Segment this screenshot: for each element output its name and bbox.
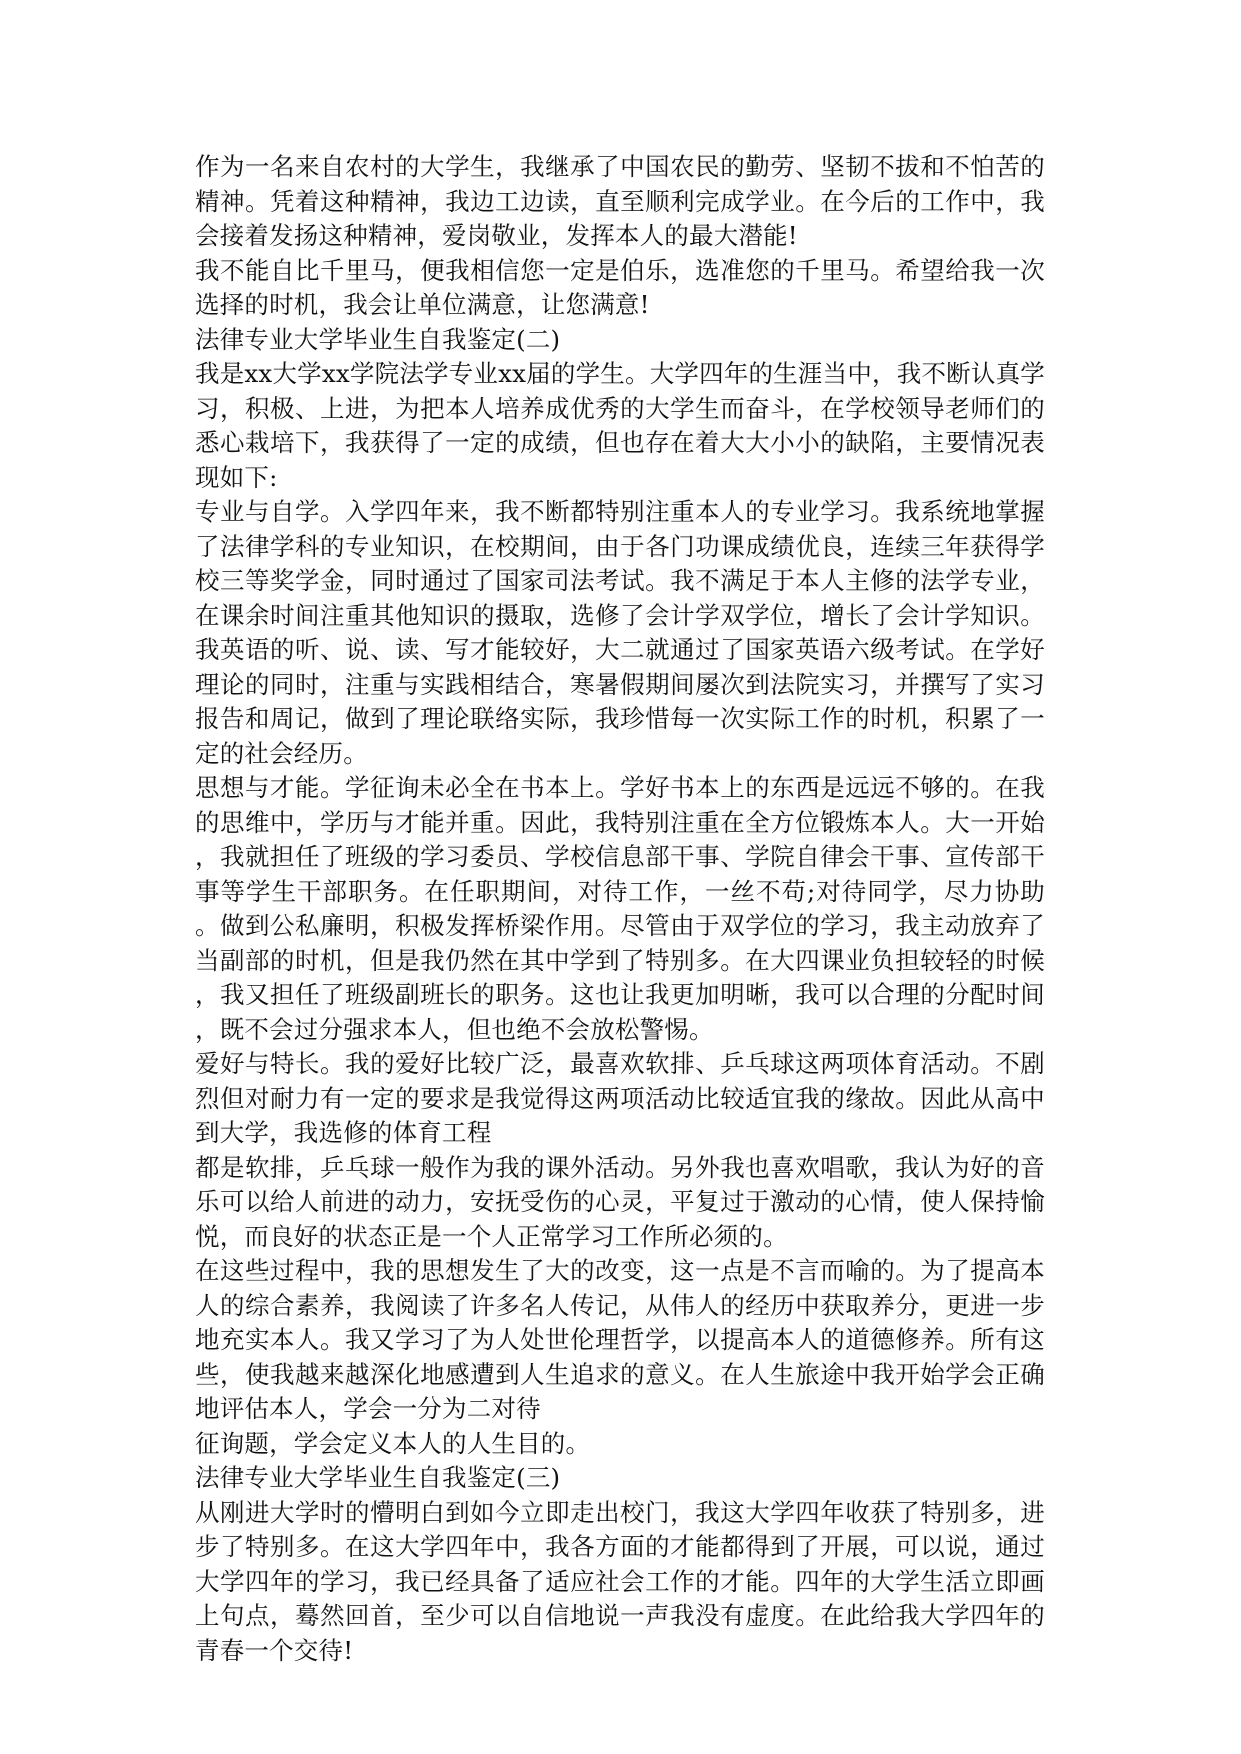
text-line: 人的综合素养，我阅读了许多名人传记，从伟人的经历中获取养分，更进一步 [195, 1290, 1045, 1320]
text-line: 上句点，蓦然回首，至少可以自信地说一声我没有虚度。在此给我大学四年的 [195, 1601, 1045, 1630]
text-line: 烈但对耐力有一定的要求是我觉得这两项活动比较适宜我的缘故。因此从高中 [195, 1083, 1045, 1113]
text-line: ，我就担任了班级的学习委员、学校信息部干事、学院自律会干事、宣传部干 [195, 842, 1045, 871]
text-line: 都是软排，乒乓球一般作为我的课外活动。另外我也喜欢唱歌，我认为好的音 [195, 1152, 1045, 1182]
text-line: 作为一名来自农村的大学生，我继承了中国农民的勤劳、坚韧不拔和不怕苦的 [195, 152, 1045, 181]
text-line: 到大学，我选修的体育工程 [195, 1118, 492, 1147]
text-line: 地充实本人。我又学习了为人处世伦理哲学，以提高本人的道德修养。所有这 [195, 1325, 1045, 1354]
text-line: 地评估本人，学会一分为二对待 [195, 1394, 541, 1423]
text-line: 会接着发扬这种精神，爱岗敬业，发挥本人的最大潜能! [195, 221, 798, 250]
text-line: 在这些过程中，我的思想发生了大的改变，这一点是不言而喻的。为了提高本 [195, 1256, 1045, 1285]
text-line: 从刚进大学时的懵明白到如今立即走出校门，我这大学四年收获了特别多，进 [195, 1497, 1045, 1527]
text-line: 校三等奖学金，同时通过了国家司法考试。我不满足于本人主修的法学专业， [195, 566, 1045, 595]
text-line: 在课余时间注重其他知识的摄取，选修了会计学双学位，增长了会计学知识。 [195, 600, 1045, 630]
text-line: 法律专业大学毕业生自我鉴定(二) [195, 324, 561, 354]
text-line: 思想与才能。学征询未必全在书本上。学好书本上的东西是远远不够的。在我 [195, 773, 1045, 802]
text-line: 乐可以给人前进的动力，安抚受伤的心灵，平复过于激动的心情，使人保持愉 [195, 1187, 1045, 1216]
text-line: ，我又担任了班级副班长的职务。这也让我更加明晰，我可以合理的分配时间 [195, 980, 1045, 1009]
text-line: 选择的时机，我会让单位满意，让您满意! [195, 290, 650, 319]
text-line: 。做到公私廉明，积极发挥桥梁作用。尽管由于双学位的学习，我主动放弃了 [195, 911, 1045, 940]
text-line: 习，积极、上进，为把本人培养成优秀的大学生而奋斗，在学校领导老师们的 [195, 393, 1045, 423]
text-line: ，既不会过分强求本人，但也绝不会放松警惕。 [195, 1014, 714, 1044]
text-line: 的思维中，学历与才能并重。因此，我特别注重在全方位锻炼本人。大一开始 [195, 807, 1045, 837]
text-line: 大学四年的学习，我已经具备了适应社会工作的才能。四年的大学生活立即画 [195, 1566, 1045, 1596]
body-text [195, 150, 1045, 1668]
text-line: 悦，而良好的状态正是一个人正常学习工作所必须的。 [195, 1221, 788, 1251]
text-line: 定的社会经历。 [195, 738, 368, 768]
text-line: 些，使我越来越深化地感遭到人生追求的意义。在人生旅途中我开始学会正确 [195, 1359, 1045, 1389]
text-line: 报告和周记，做到了理论联络实际，我珍惜每一次实际工作的时机，积累了一 [195, 704, 1045, 733]
text-line: 青春一个交待! [195, 1635, 354, 1665]
text-line: 法律专业大学毕业生自我鉴定(三) [195, 1463, 561, 1492]
text-line: 专业与自学。入学四年来，我不断都特别注重本人的专业学习。我系统地掌握 [195, 497, 1045, 526]
text-line: 精神。凭着这种精神，我边工边读，直至顺利完成学业。在今后的工作中，我 [195, 186, 1045, 216]
text-line: 悉心栽培下，我获得了一定的成绩，但也存在着大大小小的缺陷，主要情况表 [195, 428, 1045, 457]
text-line: 步了特别多。在这大学四年中，我各方面的才能都得到了开展，可以说，通过 [195, 1532, 1045, 1561]
text-line: 理论的同时，注重与实践相结合，寒暑假期间屡次到法院实习，并撰写了实习 [195, 669, 1045, 699]
text-line: 了法律学科的专业知识，在校期间，由于各门功课成绩优良，连续三年获得学 [195, 531, 1045, 561]
text-line: 我不能自比千里马，便我相信您一定是伯乐，选准您的千里马。希望给我一次 [195, 255, 1045, 285]
text-line: 征询题，学会定义本人的人生目的。 [195, 1428, 591, 1458]
text-line: 当副部的时机，但是我仍然在其中学到了特别多。在大四课业负担较轻的时候 [195, 945, 1045, 975]
text-line: 现如下: [195, 462, 278, 492]
text-line: 我英语的听、说、读、写才能较好，大二就通过了国家英语六级考试。在学好 [195, 635, 1045, 664]
text-line: 事等学生干部职务。在任职期间，对待工作，一丝不苟;对待同学，尽力协助 [195, 876, 1045, 906]
text-line: 爱好与特长。我的爱好比较广泛，最喜欢软排、乒乓球这两项体育活动。不剧 [195, 1049, 1045, 1078]
text-line: 我是xx大学xx学院法学专业xx届的学生。大学四年的生涯当中，我不断认真学 [195, 359, 1045, 388]
